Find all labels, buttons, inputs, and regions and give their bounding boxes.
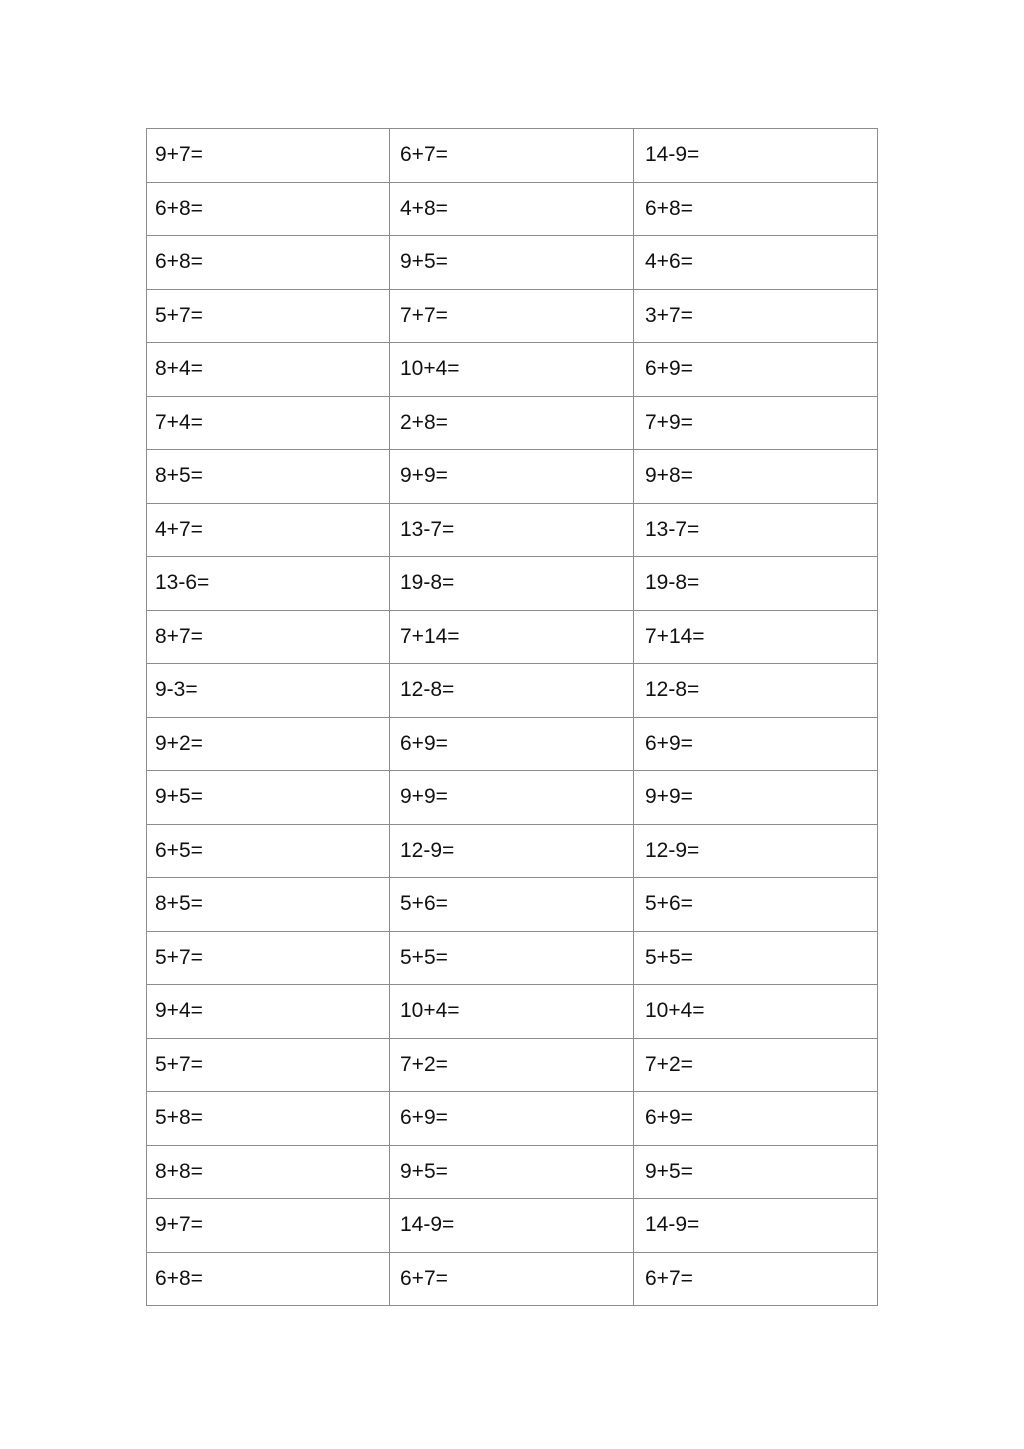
table-row <box>147 450 878 504</box>
table-row <box>147 1252 878 1306</box>
problem-cell: 7+7= <box>390 289 634 343</box>
problem-cell: 9+7= <box>147 129 390 183</box>
problem-cell: 13-6= <box>147 557 390 611</box>
problem-cell: 9+8= <box>634 450 878 504</box>
problem-cell: 8+4= <box>147 343 390 397</box>
problem-cell: 5+5= <box>390 931 634 985</box>
table-row <box>147 343 878 397</box>
problem-cell: 5+7= <box>147 1038 390 1092</box>
problem-cell: 4+8= <box>390 182 634 236</box>
table-row <box>147 717 878 771</box>
table-row <box>147 129 878 183</box>
problem-cell: 6+9= <box>390 717 634 771</box>
arithmetic-table <box>146 128 878 1306</box>
table-row <box>147 557 878 611</box>
problem-cell: 7+9= <box>634 396 878 450</box>
problem-cell: 14-9= <box>390 1199 634 1253</box>
problem-cell: 4+6= <box>634 236 878 290</box>
problem-cell: 6+9= <box>634 1092 878 1146</box>
problem-cell: 9+5= <box>390 236 634 290</box>
table-row <box>147 289 878 343</box>
problem-cell: 12-9= <box>634 824 878 878</box>
problem-cell: 6+9= <box>390 1092 634 1146</box>
problem-cell: 6+8= <box>147 236 390 290</box>
table-row <box>147 236 878 290</box>
problem-cell: 8+7= <box>147 610 390 664</box>
problem-cell: 7+14= <box>390 610 634 664</box>
problem-cell: 9-3= <box>147 664 390 718</box>
problem-cell: 9+5= <box>147 771 390 825</box>
problem-cell: 6+7= <box>634 1252 878 1306</box>
problem-cell: 12-8= <box>390 664 634 718</box>
problem-cell: 5+7= <box>147 931 390 985</box>
problem-cell: 9+5= <box>390 1145 634 1199</box>
problem-cell: 6+5= <box>147 824 390 878</box>
problem-cell: 13-7= <box>390 503 634 557</box>
problem-cell: 7+2= <box>390 1038 634 1092</box>
problem-cell: 8+5= <box>147 878 390 932</box>
table-row <box>147 610 878 664</box>
problem-cell: 12-8= <box>634 664 878 718</box>
problem-cell: 14-9= <box>634 129 878 183</box>
table-row <box>147 1092 878 1146</box>
problem-cell: 5+5= <box>634 931 878 985</box>
problem-cell: 8+5= <box>147 450 390 504</box>
problem-cell: 14-9= <box>634 1199 878 1253</box>
problem-cell: 9+7= <box>147 1199 390 1253</box>
table-row <box>147 985 878 1039</box>
table-row <box>147 1038 878 1092</box>
problem-cell: 3+7= <box>634 289 878 343</box>
problem-cell: 9+9= <box>634 771 878 825</box>
problem-cell: 6+7= <box>390 129 634 183</box>
problem-cell: 9+4= <box>147 985 390 1039</box>
problem-cell: 8+8= <box>147 1145 390 1199</box>
problem-cell: 7+2= <box>634 1038 878 1092</box>
problem-cell: 19-8= <box>634 557 878 611</box>
problem-cell: 2+8= <box>390 396 634 450</box>
problem-cell: 10+4= <box>634 985 878 1039</box>
table-row <box>147 1145 878 1199</box>
problem-cell: 6+8= <box>147 1252 390 1306</box>
problem-cell: 10+4= <box>390 985 634 1039</box>
problem-cell: 7+14= <box>634 610 878 664</box>
table-row <box>147 824 878 878</box>
problem-cell: 5+6= <box>390 878 634 932</box>
table-row <box>147 1199 878 1253</box>
problem-cell: 9+9= <box>390 450 634 504</box>
problem-cell: 5+7= <box>147 289 390 343</box>
problem-cell: 5+8= <box>147 1092 390 1146</box>
table-row <box>147 664 878 718</box>
problem-cell: 19-8= <box>390 557 634 611</box>
worksheet <box>146 128 877 1306</box>
problem-cell: 7+4= <box>147 396 390 450</box>
problem-cell: 6+8= <box>634 182 878 236</box>
problem-cell: 6+8= <box>147 182 390 236</box>
problem-cell: 12-9= <box>390 824 634 878</box>
problem-cell: 6+7= <box>390 1252 634 1306</box>
problem-cell: 6+9= <box>634 343 878 397</box>
problem-cell: 5+6= <box>634 878 878 932</box>
table-row <box>147 182 878 236</box>
problem-cell: 9+5= <box>634 1145 878 1199</box>
problem-cell: 4+7= <box>147 503 390 557</box>
table-row <box>147 878 878 932</box>
problem-cell: 9+9= <box>390 771 634 825</box>
problem-cell: 6+9= <box>634 717 878 771</box>
problem-cell: 13-7= <box>634 503 878 557</box>
table-row <box>147 771 878 825</box>
table-row <box>147 503 878 557</box>
arithmetic-table-body <box>147 129 878 1306</box>
problem-cell: 9+2= <box>147 717 390 771</box>
table-row <box>147 396 878 450</box>
table-row <box>147 931 878 985</box>
problem-cell: 10+4= <box>390 343 634 397</box>
